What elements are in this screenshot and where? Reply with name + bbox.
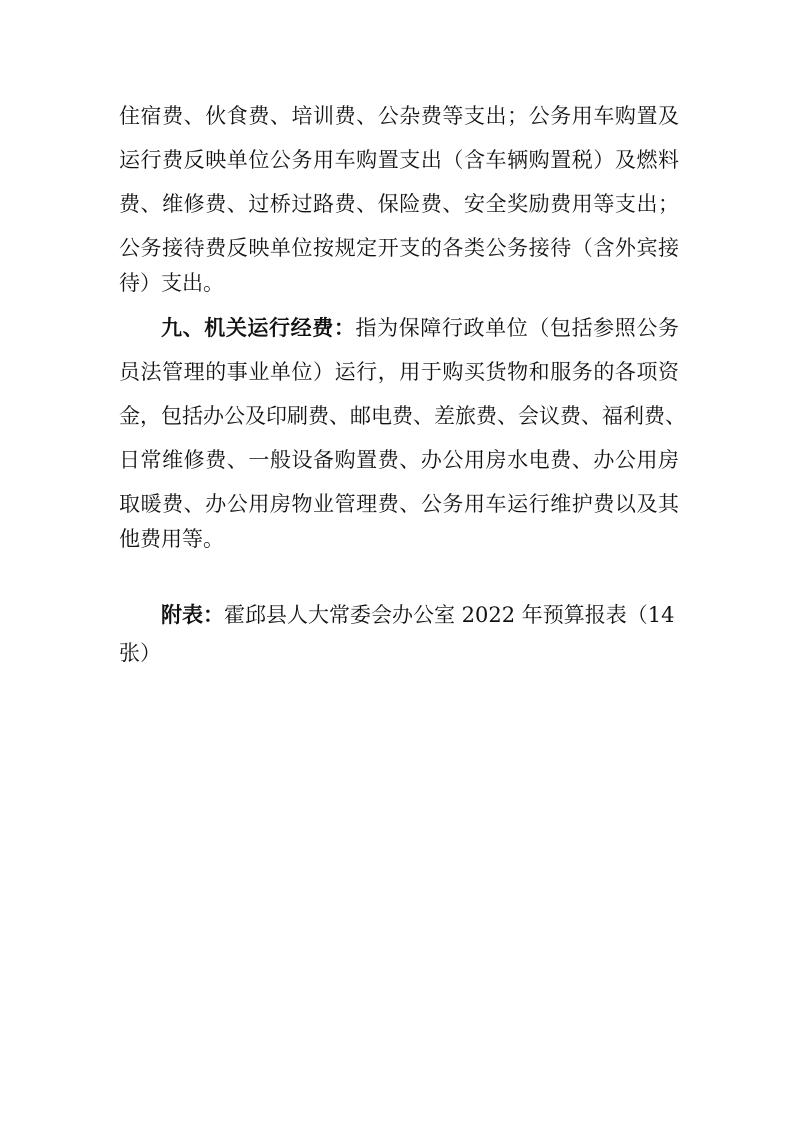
attachment-line-2: 张） [119,641,161,665]
paragraph-1-line-2: 运行费反映单位公务用车购置支出（含车辆购置税）及燃料 [119,148,679,172]
attachment-label: 附表： [161,602,224,627]
attachment-line-1 [161,595,679,635]
paragraph-1-line-4: 公务接待费反映单位按规定开支的各类公务接待（含外宾接 [119,236,679,260]
attachment-title: 霍邱县人大常委会办公室 2022 年预算报表（14 [224,603,675,627]
paragraph-1-line-3: 费、维修费、过桥过路费、保险费、安全奖励费用等支出； [119,192,679,216]
section-heading: 九、机关运行经费： [161,315,356,340]
section-heading-text: 指为保障行政单位（包括参照公务 [355,316,680,340]
paragraph-2-line-3: 金，包括办公及印刷费、邮电费、差旅费、会议费、福利费、 [119,404,686,428]
paragraph-1-line-1: 住宿费、伙食费、培训费、公杂费等支出；公务用车购置及 [119,104,679,128]
paragraph-1-line-5: 待）支出。 [119,271,224,295]
paragraph-2-line-5: 取暖费、办公用房物业管理费、公务用车运行维护费以及其 [119,492,679,516]
paragraph-2-line-6: 他费用等。 [119,527,224,551]
paragraph-2-line-2: 员法管理的事业单位）运行，用于购买货物和服务的各项资 [119,360,679,384]
paragraph-2-line-4: 日常维修费、一般设备购置费、办公用房水电费、办公用房 [119,448,679,472]
paragraph-2-line-1 [161,308,679,348]
